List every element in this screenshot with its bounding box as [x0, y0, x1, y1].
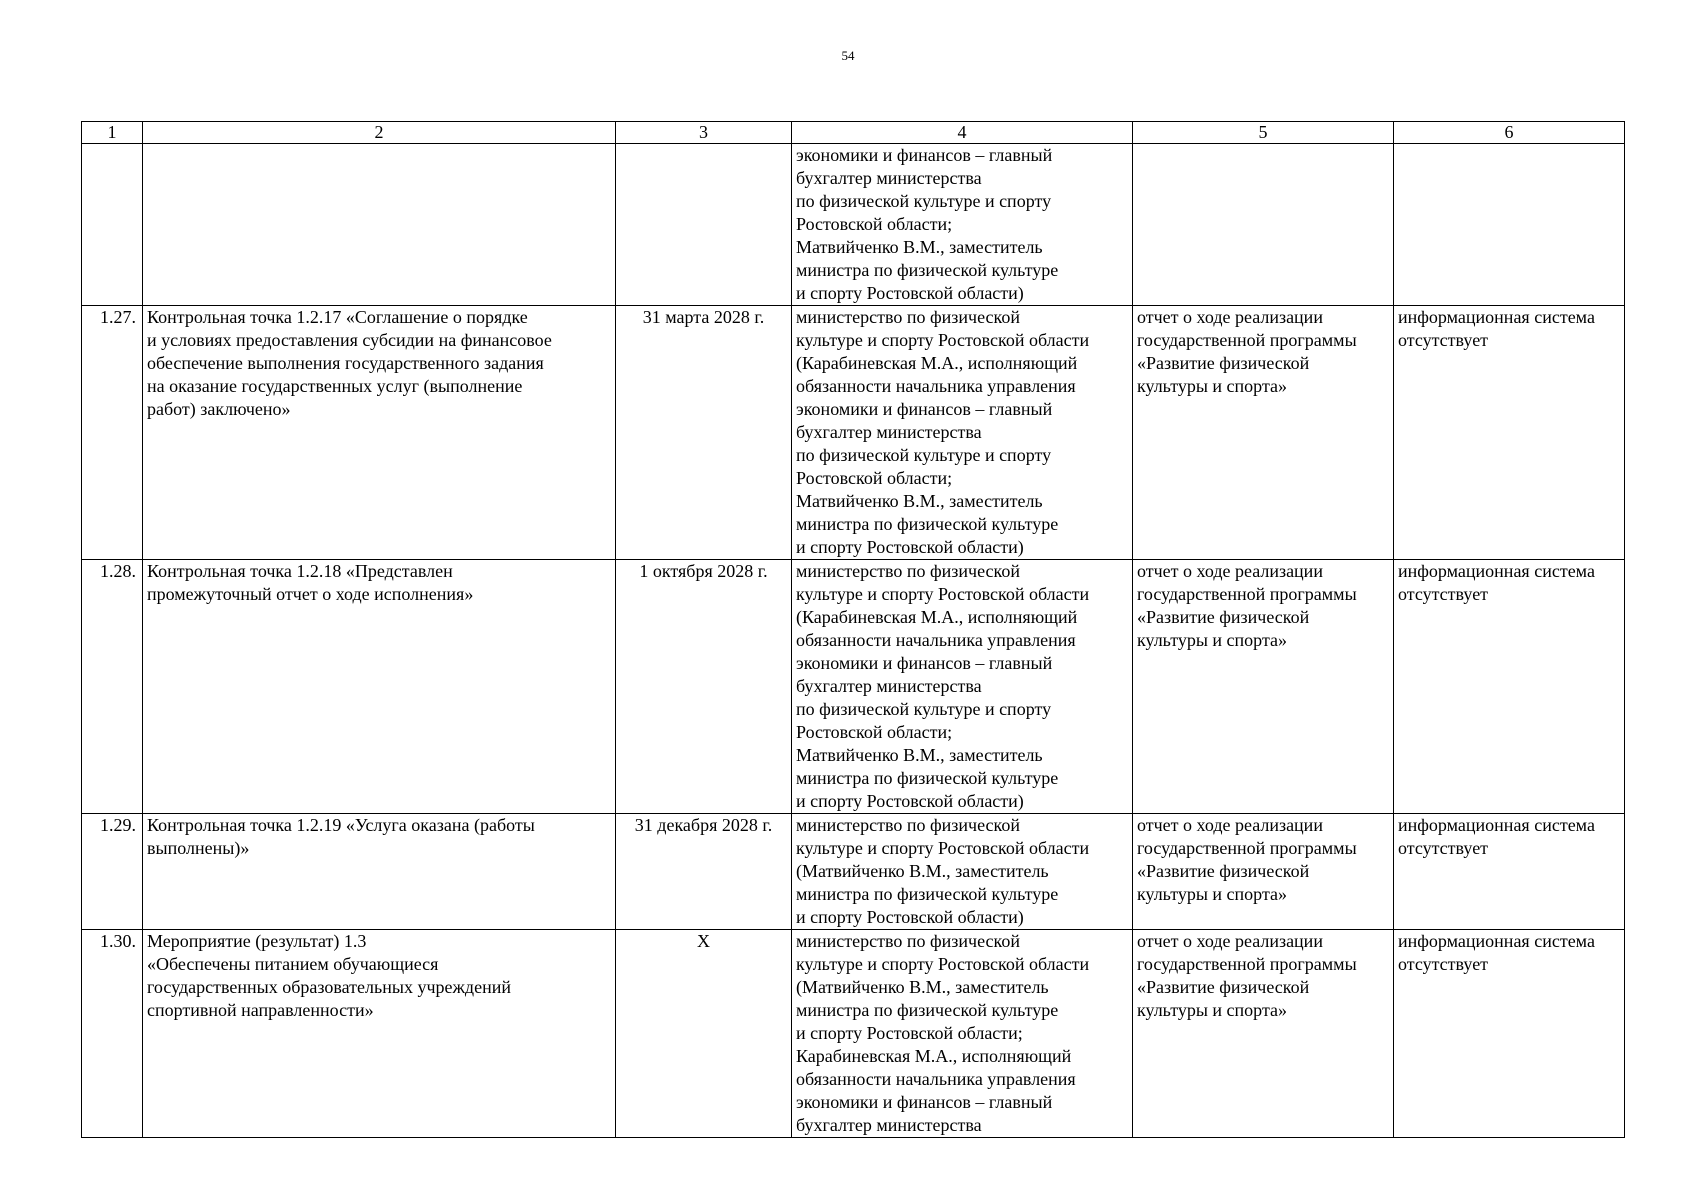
responsible-executor: министерство по физической культуре и спорту Ростовской области (Матвийченко В.М., заместитель министра по физической культуре и спорту Ростовской области; Карабиневская М.А., исполняющий обязанности начальника управления экономики и финансов – главный бухгалтер министерства — [792, 930, 1133, 1138]
row-number: 1.27. — [82, 306, 143, 560]
column-header: 4 — [792, 122, 1133, 144]
column-header: 1 — [82, 122, 143, 144]
information-system: информационная система отсутствует — [1394, 930, 1625, 1138]
row-number: 1.28. — [82, 560, 143, 814]
confirming-document: отчет о ходе реализации государственной программы «Развитие физической культуры и спорта» — [1133, 306, 1394, 560]
information-system: информационная система отсутствует — [1394, 560, 1625, 814]
responsible-executor: министерство по физической культуре и спорту Ростовской области (Карабиневская М.А., исполняющий обязанности начальника управления экономики и финансов – главный бухгалтер министерства по физической культуре и спорту Ростовской области; Матвийченко В.М., заместитель министра по физической культуре и спорту Ростовской области) — [792, 560, 1133, 814]
confirming-document: отчет о ходе реализации государственной программы «Развитие физической культуры и спорта» — [1133, 560, 1394, 814]
program-table — [81, 121, 1625, 1138]
table-row — [82, 144, 1625, 306]
information-system — [1394, 144, 1625, 306]
column-header: 5 — [1133, 122, 1394, 144]
deadline-date: 31 марта 2028 г. — [616, 306, 792, 560]
row-number: 1.29. — [82, 814, 143, 930]
table-row — [82, 814, 1625, 930]
responsible-executor: министерство по физической культуре и спорту Ростовской области (Карабиневская М.А., исполняющий обязанности начальника управления экономики и финансов – главный бухгалтер министерства по физической культуре и спорту Ростовской области; Матвийченко В.М., заместитель министра по физической культуре и спорту Ростовской области) — [792, 306, 1133, 560]
confirming-document: отчет о ходе реализации государственной программы «Развитие физической культуры и спорта» — [1133, 930, 1394, 1138]
responsible-executor: экономики и финансов – главный бухгалтер министерства по физической культуре и спорту Ростовской области; Матвийченко В.М., заместитель министра по физической культуре и спорту Ростовской области) — [792, 144, 1133, 306]
row-number: 1.30. — [82, 930, 143, 1138]
column-header: 3 — [616, 122, 792, 144]
table-row — [82, 560, 1625, 814]
information-system: информационная система отсутствует — [1394, 814, 1625, 930]
event-name: Мероприятие (результат) 1.3 «Обеспечены питанием обучающиеся государственных образовательных учреждений спортивной направленности» — [143, 930, 616, 1138]
information-system: информационная система отсутствует — [1394, 306, 1625, 560]
event-name: Контрольная точка 1.2.18 «Представлен промежуточный отчет о ходе исполнения» — [143, 560, 616, 814]
deadline-date: 31 декабря 2028 г. — [616, 814, 792, 930]
deadline-date — [616, 144, 792, 306]
row-number — [82, 144, 143, 306]
confirming-document: отчет о ходе реализации государственной программы «Развитие физической культуры и спорта» — [1133, 814, 1394, 930]
event-name — [143, 144, 616, 306]
table-row — [82, 306, 1625, 560]
table-row — [82, 930, 1625, 1138]
page-number: 54 — [841, 48, 855, 63]
responsible-executor: министерство по физической культуре и спорту Ростовской области (Матвийченко В.М., заместитель министра по физической культуре и спорту Ростовской области) — [792, 814, 1133, 930]
confirming-document — [1133, 144, 1394, 306]
event-name: Контрольная точка 1.2.19 «Услуга оказана (работы выполнены)» — [143, 814, 616, 930]
event-name: Контрольная точка 1.2.17 «Соглашение о порядке и условиях предоставления субсидии на финансовое обеспечение выполнения государственного задания на оказание государственных услуг (выполнение работ) заключено» — [143, 306, 616, 560]
deadline-date: Х — [616, 930, 792, 1138]
column-header: 6 — [1394, 122, 1625, 144]
deadline-date: 1 октября 2028 г. — [616, 560, 792, 814]
column-header: 2 — [143, 122, 616, 144]
table-header-row — [82, 122, 1625, 144]
